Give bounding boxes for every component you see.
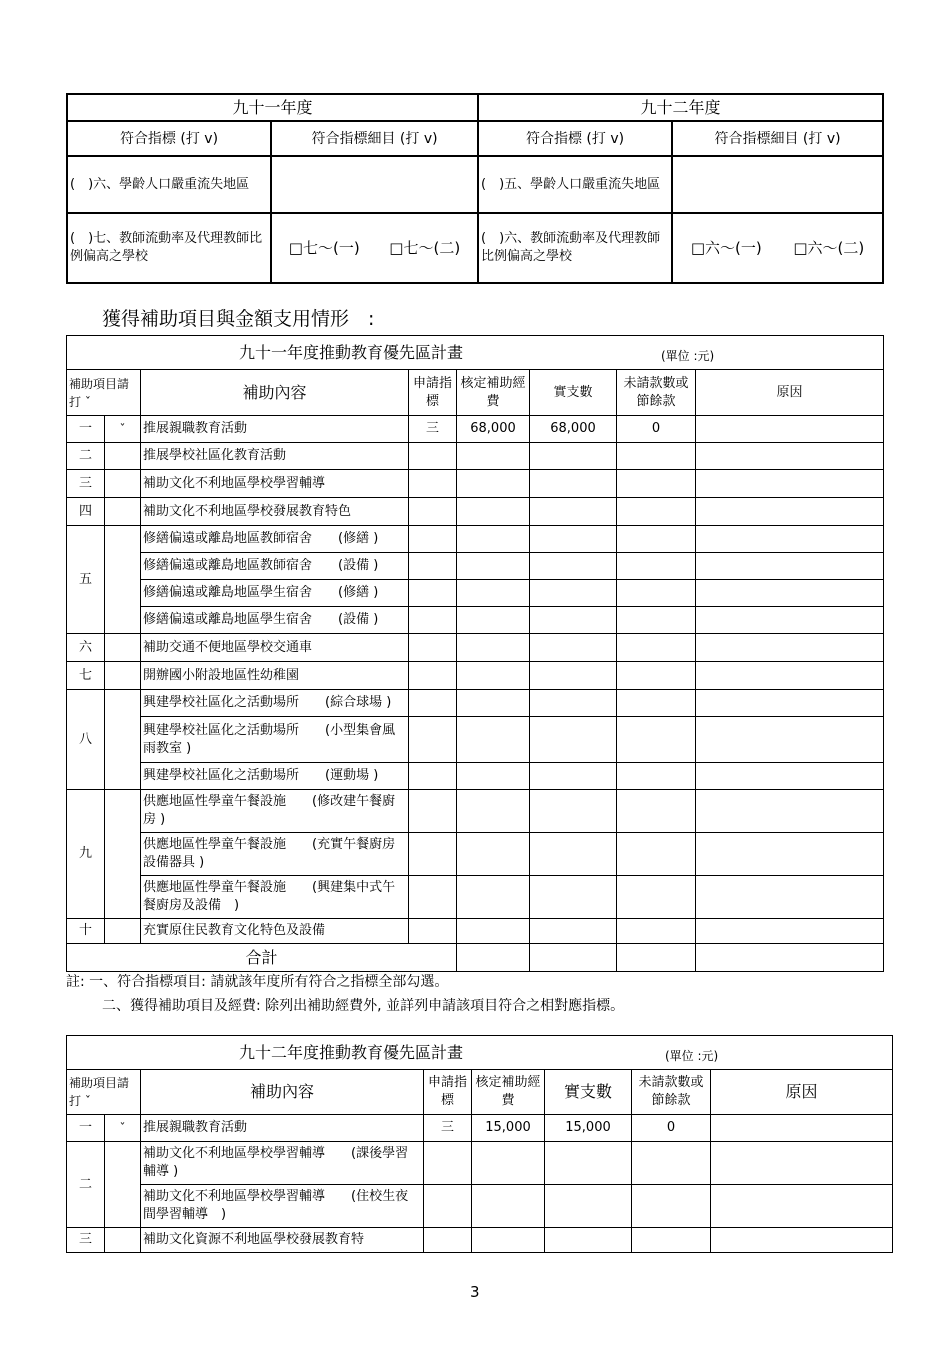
- row-no: 十: [67, 919, 105, 944]
- table-row: [67, 443, 884, 470]
- note-2: 二、獲得補助項目及經費: 除列出補助經費外, 並詳列申請該項目符合之相對應指標。: [102, 998, 625, 1014]
- table-row: [67, 1228, 893, 1253]
- row-check[interactable]: [105, 1228, 141, 1253]
- table-row: [67, 876, 884, 919]
- table-total-row: [67, 944, 884, 972]
- row-check[interactable]: [105, 790, 141, 919]
- row-content: 補助文化資源不利地區學校發展教育特: [141, 1228, 424, 1253]
- row-content: 修繕偏遠或離島地區教師宿舍 (修繕 ): [141, 526, 409, 553]
- table91-unit: (單位 :元): [661, 348, 715, 363]
- table-row: [67, 580, 884, 607]
- table-row: [67, 662, 884, 690]
- col-detail-92: 符合指標細目 (打 v): [672, 121, 883, 156]
- indicator-92-five[interactable]: ( )五、學齡人口嚴重流失地區: [478, 156, 672, 213]
- row-check[interactable]: [105, 634, 141, 662]
- row-content: 補助交通不便地區學校交通車: [141, 634, 409, 662]
- table-row: [67, 1142, 893, 1185]
- row-check[interactable]: ˇ: [105, 1115, 141, 1142]
- row-check[interactable]: [105, 690, 141, 790]
- indicator-92-six[interactable]: ( )六、教師流動率及代理教師比例偏高之學校: [478, 213, 672, 283]
- detail-91-empty: [271, 156, 478, 213]
- table-92: [66, 1035, 893, 1253]
- header-reason: 原因: [711, 1070, 893, 1115]
- header-approved: 核定補助經費: [472, 1070, 545, 1115]
- row-no: 四: [67, 498, 105, 526]
- table-row: [67, 498, 884, 526]
- row-content: 推展學校社區化教育活動: [141, 443, 409, 470]
- row-check[interactable]: ˇ: [105, 416, 141, 443]
- table-row: [67, 470, 884, 498]
- row-check[interactable]: [105, 443, 141, 470]
- header-content: 補助內容: [141, 370, 409, 416]
- detail-92-checkboxes: [672, 213, 883, 283]
- table-row: [67, 763, 884, 790]
- row-check[interactable]: [105, 526, 141, 634]
- row-unused: 0: [632, 1115, 711, 1142]
- table-row: [67, 1185, 893, 1228]
- header-item: 補助項目請打 ˇ: [67, 370, 141, 416]
- row-content: 補助文化不利地區學校發展教育特色: [141, 498, 409, 526]
- indicator-91-six[interactable]: ( )六、學齡人口嚴重流失地區: [67, 156, 271, 213]
- row-check[interactable]: [105, 498, 141, 526]
- row-content: 充實原住民教育文化特色及設備: [141, 919, 409, 944]
- table91-title-row: [67, 336, 884, 370]
- detail-91-checkbox-1[interactable]: □七〜(一): [288, 239, 360, 257]
- row-apply: 三: [424, 1115, 472, 1142]
- col-indicator-92: 符合指標 (打 v): [478, 121, 672, 156]
- row-check[interactable]: [105, 470, 141, 498]
- row-content: 補助文化不利地區學校學習輔導: [141, 470, 409, 498]
- table-row: [67, 833, 884, 876]
- header-item: 補助項目請打 ˇ: [67, 1070, 141, 1115]
- table92-title-row: [67, 1036, 893, 1070]
- table92-title: 九十二年度推動教育優先區計畫: [239, 1042, 464, 1062]
- row-no: 一: [67, 1115, 105, 1142]
- row-approved: 15,000: [472, 1115, 545, 1142]
- header-actual: 實支數: [545, 1070, 632, 1115]
- row-reason: [696, 416, 884, 443]
- table-row: [67, 526, 884, 553]
- table-row: [67, 919, 884, 944]
- row-no: 七: [67, 662, 105, 690]
- note-1: 註: 一、符合指標項目: 請就該年度所有符合之指標全部勾選。: [66, 974, 449, 990]
- row-content: 推展親職教育活動: [141, 416, 409, 443]
- row-content: 補助文化不利地區學校學習輔導 (課後學習輔導 ): [141, 1142, 424, 1185]
- row-no: 二: [67, 1142, 105, 1228]
- row-no: 五: [67, 526, 105, 634]
- row-content: 開辦國小附設地區性幼稚園: [141, 662, 409, 690]
- table-row: [67, 790, 884, 833]
- row-content: 興建學校社區化之活動場所 (小型集會風雨教室 ): [141, 717, 409, 763]
- row-no: 八: [67, 690, 105, 790]
- detail-92-checkbox-2[interactable]: □六〜(二): [793, 239, 865, 257]
- row-no: 一: [67, 416, 105, 443]
- table91-title: 九十一年度推動教育優先區計畫: [239, 342, 464, 362]
- row-content: 供應地區性學童午餐設施 (修改建午餐廚房 ): [141, 790, 409, 833]
- col-indicator-91: 符合指標 (打 v): [67, 121, 271, 156]
- row-content: 推展親職教育活動: [141, 1115, 424, 1142]
- header-unused: 未請款數或節餘款: [617, 370, 696, 416]
- row-check[interactable]: [105, 662, 141, 690]
- row-no: 二: [67, 443, 105, 470]
- year91-header: 九十一年度: [67, 94, 478, 121]
- table-row: [67, 553, 884, 580]
- table92-unit: (單位 :元): [665, 1048, 719, 1063]
- row-reason: [711, 1115, 893, 1142]
- row-content: 補助文化不利地區學校學習輔導 (住校生夜間學習輔導 ): [141, 1185, 424, 1228]
- detail-91-checkboxes: [271, 213, 478, 283]
- table-row: [67, 634, 884, 662]
- row-check[interactable]: [105, 919, 141, 944]
- row-no: 三: [67, 1228, 105, 1253]
- indicator-table: [66, 93, 884, 284]
- header-reason: 原因: [696, 370, 884, 416]
- row-no: 六: [67, 634, 105, 662]
- table-row: [67, 717, 884, 763]
- section-heading: 獲得補助項目與金額支用情形 :: [102, 308, 375, 330]
- row-unused: 0: [617, 416, 696, 443]
- detail-92-checkbox-1[interactable]: □六〜(一): [690, 239, 762, 257]
- header-apply: 申請指標: [424, 1070, 472, 1115]
- row-approved: 68,000: [457, 416, 530, 443]
- detail-92-empty: [672, 156, 883, 213]
- header-actual: 實支數: [530, 370, 617, 416]
- table-row: [67, 416, 884, 443]
- row-content: 供應地區性學童午餐設施 (充實午餐廚房設備器具 ): [141, 833, 409, 876]
- header-unused: 未請款數或節餘款: [632, 1070, 711, 1115]
- indicator-91-seven[interactable]: ( )七、教師流動率及代理教師比例偏高之學校: [67, 213, 271, 283]
- table-91: [66, 335, 884, 972]
- table-row: [67, 607, 884, 634]
- row-no: 九: [67, 790, 105, 919]
- row-content: 修繕偏遠或離島地區學生宿舍 (修繕 ): [141, 580, 409, 607]
- header-approved: 核定補助經費: [457, 370, 530, 416]
- header-content: 補助內容: [141, 1070, 424, 1115]
- row-actual: 15,000: [545, 1115, 632, 1142]
- table-row: [67, 1115, 893, 1142]
- total-label: 合計: [67, 944, 457, 972]
- row-no: 三: [67, 470, 105, 498]
- table-row: [67, 690, 884, 717]
- row-apply: 三: [409, 416, 457, 443]
- col-detail-91: 符合指標細目 (打 v): [271, 121, 478, 156]
- row-check[interactable]: [105, 1142, 141, 1228]
- row-content: 修繕偏遠或離島地區學生宿舍 (設備 ): [141, 607, 409, 634]
- row-content: 興建學校社區化之活動場所 (綜合球場 ): [141, 690, 409, 717]
- header-apply: 申請指標: [409, 370, 457, 416]
- page-number: 3: [470, 1283, 480, 1301]
- year92-header: 九十二年度: [478, 94, 883, 121]
- detail-91-checkbox-2[interactable]: □七〜(二): [389, 239, 461, 257]
- row-content: 興建學校社區化之活動場所 (運動場 ): [141, 763, 409, 790]
- row-content: 供應地區性學童午餐設施 (興建集中式午餐廚房及設備 ): [141, 876, 409, 919]
- row-content: 修繕偏遠或離島地區教師宿舍 (設備 ): [141, 553, 409, 580]
- row-actual: 68,000: [530, 416, 617, 443]
